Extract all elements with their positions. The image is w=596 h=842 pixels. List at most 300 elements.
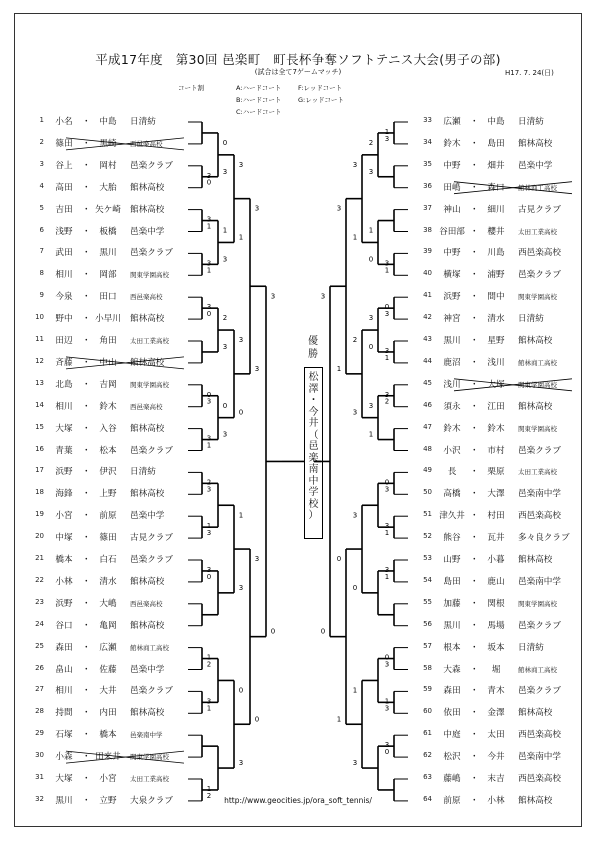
entry-number: 4: [39, 181, 44, 190]
player-name: 前原: [99, 511, 117, 522]
player-name: 鹿山: [487, 576, 505, 587]
page-title: 平成17年度 第30回 邑楽町 町長杯争奪ソフトテニス大会(男子の部): [95, 52, 501, 67]
court-f: F:レッドコート: [298, 84, 343, 92]
footer-url[interactable]: http://www.geocities.jp/ora_soft_tennis/: [224, 796, 372, 805]
player-name: 星野: [487, 336, 505, 346]
score-label: 3: [238, 583, 244, 592]
player-name: 浅川: [443, 379, 461, 390]
club-name: 太田工業高校: [130, 775, 169, 783]
score-label: 2: [206, 791, 212, 800]
score-label: 3: [384, 522, 390, 531]
score-label: 3: [352, 160, 358, 169]
player-name: 篠田: [55, 138, 73, 149]
separator-dot: ・: [470, 292, 479, 303]
score-label: 1: [368, 226, 374, 235]
separator-dot: ・: [470, 401, 479, 412]
score-label: 3: [206, 397, 212, 406]
score-label: 0: [206, 310, 212, 319]
player-name: 鈴木: [99, 401, 117, 412]
player-name: 清水: [487, 314, 505, 325]
player-name: 神山: [443, 204, 461, 215]
score-label: 3: [384, 134, 390, 143]
player-name: 栗原: [487, 467, 505, 478]
separator-dot: ・: [470, 204, 479, 215]
player-name: 相川: [55, 401, 73, 412]
separator-dot: ・: [470, 686, 479, 697]
player-name: 須永: [443, 401, 461, 412]
club-name: 館林高校: [518, 555, 553, 565]
entry-number: 47: [423, 422, 432, 431]
player-name: 太田: [487, 730, 505, 741]
separator-dot: ・: [470, 117, 479, 127]
court-g: G:レッドコート: [298, 96, 344, 104]
club-name: 館林高校: [130, 423, 165, 434]
separator-dot: ・: [82, 248, 91, 259]
score-label: 3: [222, 342, 228, 351]
separator-dot: ・: [470, 445, 479, 456]
player-name: 大胎: [99, 182, 117, 193]
entry-number: 52: [423, 532, 432, 541]
player-name: 武田: [55, 248, 73, 259]
entry-number: 30: [35, 751, 44, 760]
separator-dot: ・: [82, 270, 91, 281]
player-name: 今井: [487, 752, 505, 763]
separator-dot: ・: [470, 467, 479, 478]
entry-number: 61: [423, 729, 432, 738]
entry-number: 15: [35, 422, 44, 431]
club-name: 西邑楽高校: [518, 730, 561, 741]
player-name: 市村: [487, 445, 505, 456]
separator-dot: ・: [82, 336, 91, 346]
entry-number: 3: [39, 159, 44, 168]
score-label: 0: [206, 390, 212, 399]
score-label: 1: [384, 128, 390, 136]
score-label: 1: [206, 522, 212, 531]
player-name: 大澤: [487, 489, 505, 500]
club-name: 日清紡: [130, 117, 156, 127]
player-name: 小林: [55, 576, 73, 587]
score-label: 0: [238, 686, 244, 695]
player-name: 間中: [487, 292, 505, 303]
score-label: 0: [368, 342, 374, 351]
score-label: 3: [384, 310, 390, 319]
club-name: 館林高校: [130, 489, 165, 500]
score-label: 3: [206, 529, 212, 538]
player-name: 櫻井: [487, 226, 505, 237]
entry-number: 35: [423, 159, 432, 168]
player-name: 青木: [487, 686, 505, 697]
separator-dot: ・: [82, 467, 91, 478]
club-name: 館林商工高校: [518, 665, 557, 674]
entry-number: 41: [423, 291, 432, 300]
score-label: 0: [320, 627, 326, 636]
player-name: 相川: [55, 270, 73, 281]
event-date: H17. 7. 24(日): [505, 69, 554, 77]
score-label: 3: [320, 292, 326, 301]
club-name: 館林高校: [518, 795, 553, 806]
club-name: 邑楽中学: [130, 664, 165, 675]
player-name: 大塚: [55, 774, 73, 784]
separator-dot: ・: [470, 379, 479, 390]
player-name: 板橋: [99, 226, 117, 237]
player-name: 中庭: [443, 730, 461, 741]
separator-dot: ・: [470, 576, 479, 587]
separator-dot: ・: [82, 204, 91, 215]
player-name: 浜野: [55, 598, 73, 609]
entry-number: 5: [39, 203, 44, 212]
player-name: 津久井: [439, 511, 465, 522]
player-name: 黒川: [443, 336, 461, 346]
entry-number: 2: [39, 137, 44, 146]
player-name: 森口: [487, 182, 505, 193]
club-name: 西邑楽高校: [130, 139, 163, 148]
entry-number: 49: [423, 466, 432, 475]
club-name: 邑楽中学: [130, 511, 165, 522]
club-name: 関東学園高校: [518, 424, 557, 433]
player-name: 高田: [55, 182, 73, 193]
player-name: 入谷: [99, 423, 117, 434]
score-label: 3: [222, 430, 228, 439]
player-name: 谷口: [55, 620, 73, 631]
player-name: 山野: [443, 555, 461, 565]
separator-dot: ・: [82, 379, 91, 390]
entry-number: 27: [35, 685, 44, 694]
player-name: 浦野: [487, 270, 505, 281]
entry-number: 8: [39, 269, 44, 278]
entry-number: 51: [423, 510, 432, 519]
entry-number: 10: [35, 313, 44, 322]
player-name: 持間: [55, 708, 73, 719]
score-label: 0: [270, 627, 276, 636]
player-name: 岡部: [99, 270, 117, 281]
entry-number: 31: [35, 773, 44, 781]
score-label: 0: [206, 178, 212, 187]
player-name: 小宮: [55, 511, 73, 522]
score-label: 0: [384, 748, 390, 757]
score-label: 0: [254, 715, 260, 724]
entry-number: 62: [423, 751, 432, 760]
club-name: 邑楽クラブ: [518, 620, 561, 631]
entry-number: 64: [423, 794, 432, 803]
player-name: 鈴木: [487, 423, 505, 434]
separator-dot: ・: [470, 730, 479, 741]
club-name: 館林高校: [518, 708, 553, 719]
player-name: 今泉: [55, 292, 73, 303]
player-name: 佐藤: [99, 664, 117, 675]
court-b: B:ハードコート: [236, 96, 282, 104]
score-label: 0: [222, 401, 228, 410]
separator-dot: ・: [82, 226, 91, 237]
score-label: 1: [384, 266, 390, 275]
club-name: 日清紡: [518, 314, 544, 325]
score-label: 1: [336, 715, 342, 724]
score-label: 3: [368, 167, 374, 176]
entry-number: 21: [35, 554, 44, 562]
entry-number: 14: [35, 400, 44, 409]
score-label: 2: [206, 660, 212, 669]
club-name: 西邑楽高校: [518, 774, 561, 784]
player-name: 大塚: [55, 423, 73, 434]
score-label: 3: [206, 434, 212, 443]
match-rule: (試合は全て7ゲームマッチ): [254, 68, 342, 76]
champion-name: 松 澤 ・ 今 井 （ 邑 楽 南 中 学 校 ）: [308, 372, 319, 521]
player-name: 内田: [99, 708, 117, 719]
player-name: 田嶋: [443, 182, 461, 193]
player-name: 浜野: [443, 292, 461, 303]
separator-dot: ・: [82, 598, 91, 609]
player-name: 浅川: [487, 357, 505, 368]
player-name: 黒川: [99, 248, 117, 259]
entry-number: 59: [423, 685, 432, 694]
player-name: 中塚: [55, 533, 73, 544]
player-name: 大井: [99, 686, 117, 697]
score-label: 0: [368, 255, 374, 264]
player-name: 田辺: [55, 336, 73, 346]
score-label: 1: [384, 353, 390, 362]
club-name: 太田工業高校: [518, 468, 557, 477]
separator-dot: ・: [470, 182, 479, 193]
score-label: 3: [254, 555, 260, 564]
score-label: 3: [206, 215, 212, 224]
player-name: 岡村: [99, 160, 117, 171]
player-name: 野中: [55, 314, 73, 325]
score-label: 2: [222, 314, 228, 323]
club-name: 関東学園高校: [518, 293, 557, 302]
score-label: 0: [352, 583, 358, 592]
score-label: 1: [206, 266, 212, 275]
club-name: 古見クラブ: [130, 533, 173, 544]
separator-dot: ・: [470, 270, 479, 281]
score-label: 3: [368, 401, 374, 410]
entry-number: 34: [423, 137, 432, 146]
club-name: 邑楽中学: [130, 226, 165, 237]
club-name: 西邑楽高校: [130, 293, 163, 302]
player-name: 馬場: [487, 620, 505, 631]
club-name: 日清紡: [518, 117, 544, 127]
club-name: 館林商工高校: [130, 643, 169, 652]
player-name: 川島: [487, 248, 505, 259]
player-name: 小暮: [487, 555, 505, 565]
player-name: 小名: [55, 117, 73, 127]
court-c: C:ハードコート: [236, 108, 282, 116]
player-name: 小沢: [443, 445, 461, 456]
score-label: 1: [206, 704, 212, 713]
score-label: 3: [222, 255, 228, 264]
entry-number: 11: [35, 335, 44, 343]
club-name: 邑楽クラブ: [518, 270, 561, 281]
score-label: 3: [336, 204, 342, 213]
entry-number: 44: [423, 356, 432, 365]
separator-dot: ・: [82, 511, 91, 522]
score-label: 3: [384, 259, 390, 268]
separator-dot: ・: [470, 620, 479, 631]
player-name: 瓦井: [487, 533, 505, 544]
player-name: 田来井: [95, 752, 121, 763]
player-name: 浅野: [55, 226, 73, 237]
entry-number: 42: [423, 313, 432, 322]
score-label: 1: [206, 785, 212, 793]
entry-number: 32: [35, 794, 44, 803]
entry-number: 40: [423, 269, 432, 278]
player-name: 堀: [491, 664, 501, 675]
score-label: 1: [384, 529, 390, 538]
score-label: 0: [384, 303, 390, 312]
separator-dot: ・: [470, 642, 479, 653]
entry-number: 53: [423, 554, 432, 562]
separator-dot: ・: [470, 357, 479, 368]
club-name: 邑楽クラブ: [518, 686, 561, 697]
player-name: 亀岡: [99, 620, 117, 631]
score-label: 3: [384, 566, 390, 574]
score-label: 3: [368, 314, 374, 323]
club-name: 館林商工高校: [518, 183, 557, 192]
separator-dot: ・: [470, 555, 479, 565]
club-name: 邑楽クラブ: [130, 445, 173, 456]
score-label: 3: [384, 704, 390, 713]
court-assignment-label: コート割: [178, 84, 204, 92]
player-name: 吉田: [55, 204, 73, 215]
score-label: 1: [206, 653, 212, 662]
entry-number: 45: [423, 378, 432, 387]
entry-number: 6: [39, 225, 44, 234]
entry-number: 19: [35, 510, 44, 519]
player-name: 高橋: [443, 489, 461, 500]
club-name: 館林商工高校: [518, 358, 557, 367]
player-name: 松沢: [443, 752, 461, 763]
entry-number: 24: [35, 619, 44, 628]
player-name: 畑井: [487, 160, 505, 171]
club-name: 関東学園高校: [518, 380, 557, 389]
player-name: 江田: [487, 401, 505, 412]
separator-dot: ・: [470, 533, 479, 544]
player-name: 篠田: [99, 533, 117, 544]
club-name: 邑楽南中学: [518, 752, 561, 763]
entry-number: 48: [423, 444, 432, 453]
player-name: 藤嶋: [443, 774, 461, 784]
entry-number: 50: [423, 488, 432, 497]
score-label: 3: [270, 292, 276, 301]
club-name: 邑楽南中学: [130, 731, 163, 740]
player-name: 斉藤: [55, 357, 73, 368]
player-name: 小早川: [95, 314, 121, 325]
score-label: 1: [206, 222, 212, 231]
club-name: 関東学園高校: [518, 599, 557, 608]
club-name: 館林高校: [130, 314, 165, 325]
club-name: 太田工業高校: [130, 337, 169, 345]
separator-dot: ・: [470, 489, 479, 500]
score-label: 3: [254, 204, 260, 213]
entry-number: 16: [35, 444, 44, 453]
entry-number: 26: [35, 663, 44, 672]
player-name: 森田: [55, 642, 73, 653]
entry-number: 60: [423, 707, 432, 716]
score-label: 1: [352, 686, 358, 695]
player-name: 森田: [443, 686, 461, 697]
entry-number: 22: [35, 575, 44, 584]
entry-number: 58: [423, 663, 432, 672]
player-name: 根本: [443, 642, 461, 653]
separator-dot: ・: [470, 314, 479, 325]
score-label: 3: [352, 408, 358, 417]
entry-number: 1: [39, 116, 44, 124]
player-name: 前原: [443, 795, 461, 806]
player-name: 横塚: [443, 270, 461, 281]
entry-number: 63: [423, 773, 432, 781]
separator-dot: ・: [82, 708, 91, 719]
entry-number: 57: [423, 641, 432, 650]
separator-dot: ・: [470, 336, 479, 346]
player-name: 中野: [443, 248, 461, 259]
score-label: 2: [206, 478, 212, 487]
player-name: 清水: [99, 576, 117, 587]
player-name: 末吉: [487, 774, 505, 784]
entry-number: 56: [423, 619, 432, 628]
separator-dot: ・: [470, 598, 479, 609]
score-label: 0: [222, 138, 228, 147]
club-name: 館林高校: [130, 182, 165, 193]
club-name: 館林高校: [518, 336, 553, 346]
entry-number: 38: [423, 225, 432, 234]
player-name: 青葉: [55, 445, 73, 456]
separator-dot: ・: [82, 752, 91, 763]
separator-dot: ・: [82, 686, 91, 697]
player-name: 坂本: [487, 642, 505, 653]
score-label: 3: [384, 741, 390, 750]
player-name: 谷上: [55, 160, 73, 171]
score-label: 0: [206, 572, 212, 581]
player-name: 海鋒: [55, 489, 73, 500]
entry-number: 13: [35, 378, 44, 387]
club-name: 太田工業高校: [518, 227, 557, 236]
separator-dot: ・: [470, 795, 479, 806]
player-name: 鹿沼: [443, 357, 461, 368]
club-name: 館林高校: [130, 708, 165, 719]
separator-dot: ・: [82, 117, 91, 127]
score-label: 2: [368, 138, 374, 147]
player-name: 立野: [99, 795, 117, 806]
separator-dot: ・: [82, 774, 91, 784]
entry-number: 54: [423, 575, 432, 584]
player-name: 北島: [55, 379, 73, 390]
club-name: 西邑楽高校: [130, 599, 163, 608]
club-name: 邑楽中学: [518, 160, 553, 171]
player-name: 田口: [99, 292, 117, 303]
entry-number: 37: [423, 203, 432, 212]
player-name: 金澤: [487, 708, 505, 719]
player-name: 大塚: [487, 379, 505, 390]
entry-number: 43: [423, 335, 432, 343]
player-name: 相川: [55, 686, 73, 697]
separator-dot: ・: [82, 292, 91, 303]
score-label: 1: [352, 233, 358, 242]
club-name: 邑楽クラブ: [130, 248, 173, 259]
player-name: 関根: [487, 598, 505, 609]
player-name: 中山: [99, 357, 117, 368]
score-label: 1: [222, 226, 228, 235]
club-name: 関東学園高校: [130, 380, 169, 389]
player-name: 神宮: [443, 314, 461, 325]
separator-dot: ・: [82, 555, 91, 565]
club-name: 館林高校: [518, 401, 553, 412]
champion-label: 優勝: [308, 336, 318, 360]
entry-number: 25: [35, 641, 44, 650]
player-name: 熊谷: [443, 533, 461, 544]
separator-dot: ・: [82, 533, 91, 544]
player-name: 角田: [99, 336, 117, 346]
separator-dot: ・: [82, 576, 91, 587]
player-name: 島田: [443, 576, 461, 587]
separator-dot: ・: [82, 445, 91, 456]
